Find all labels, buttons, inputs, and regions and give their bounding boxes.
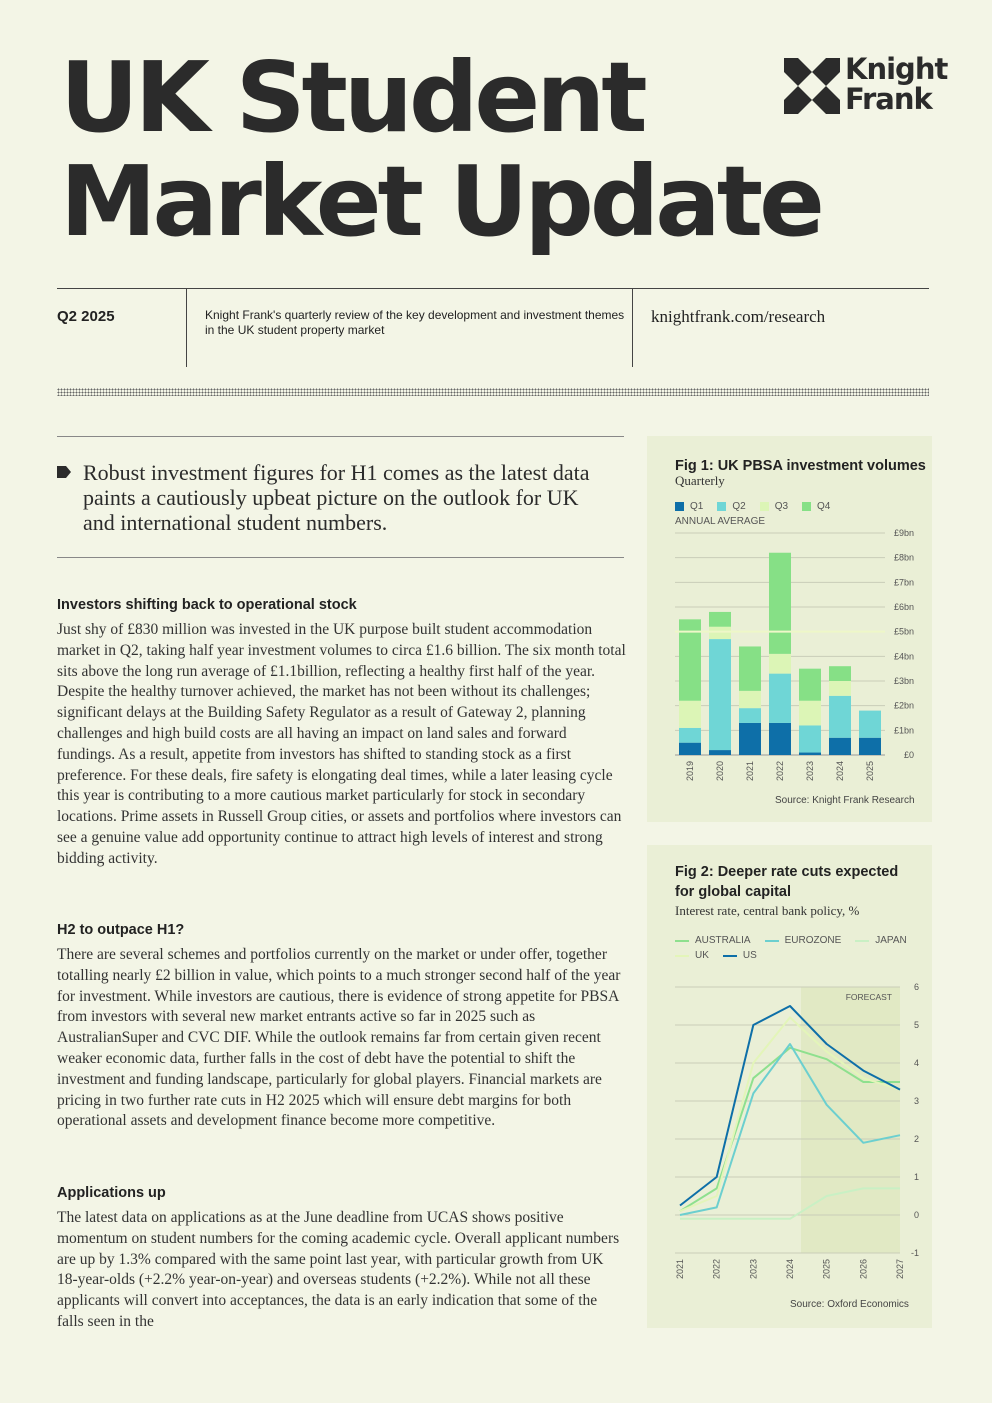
fig1-y-tick-label: £0: [903, 750, 914, 760]
fig1-source: Source: Knight Frank Research: [775, 795, 915, 806]
legend-swatch: [723, 955, 737, 957]
fig2-x-tick-label: 2022: [711, 1259, 722, 1280]
fig2-source: Source: Oxford Economics: [790, 1299, 909, 1310]
fig2-chart: [660, 970, 932, 1285]
fig2-y-tick-label: 3: [913, 1096, 919, 1106]
fig2-y-tick-label: 0: [913, 1210, 919, 1220]
fig2-title-line-1: Fig 2: Deeper rate cuts expected: [675, 864, 899, 880]
fig1-legend-q1: [675, 501, 703, 512]
fig1-x-tick-label: 2022: [775, 761, 785, 782]
fig1-bar-q3-2022: [769, 654, 791, 674]
dotted-divider: [57, 388, 929, 396]
fig2-legend-australia: [675, 935, 751, 946]
arrow-tag-icon: [57, 465, 71, 483]
fig1-title: Fig 1: UK PBSA investment volumes: [675, 458, 926, 474]
legend-label: JAPAN: [875, 935, 907, 946]
fig1-bar-q2-2021: [739, 708, 761, 723]
fig1-x-tick-label: 2020: [715, 761, 725, 782]
knight-frank-logo-text: [845, 54, 947, 114]
fig1-bar-q2-2020: [709, 639, 731, 750]
section-heading-h2-outpace: H2 to outpace H1?: [57, 922, 185, 938]
fig1-y-tick-label: £9bn: [893, 528, 914, 538]
fig1-bar-q1-2023: [799, 753, 821, 755]
fig1-y-tick-label: £5bn: [893, 626, 914, 637]
fig1-bar-q3-2020: [709, 627, 731, 639]
fig1-y-tick-label: £3bn: [893, 676, 914, 686]
fig1-legend-q3: [760, 501, 788, 512]
research-url[interactable]: knightfrank.com/research: [651, 307, 826, 326]
fig1-bar-q4-2022: [769, 553, 791, 654]
legend-swatch: [765, 940, 779, 942]
page-title: [60, 41, 821, 258]
section-body-operational-stock: Just shy of £830 million was invested in the UK purpose built student accommodation market in Q2, taking half year investment volumes to circa £1.6 billion. The six month total sits above the long run average of £1.1billion, reflecting a healthy first half of the year. Despite the healthy turnover achieved, the market has not been without its challenges; significant delays at the Building Safety Regulator as a result of Gateway 2, planning challenges and high build costs are all having an impact on land sales and forward fundings. As a result, appetite from investors has shifted to standing stock as a first preference. For these deals, fire safety is elongating deal times, while a later leasing cycle this year is contributing to a more cautious market particularly for stock in secondary locations. Prime assets in Russell Group cities, or assets and portfolios where investors can see a genuine value add opportunity continue to attract high levels of interest and strong bidding activity.: [57, 621, 626, 867]
fig1-legend-q4: [802, 501, 830, 512]
meta-top-rule: [57, 288, 929, 289]
legend-label: Q4: [817, 501, 831, 512]
legend-label: Q2: [732, 501, 746, 512]
fig1-bar-q2-2024: [829, 696, 851, 738]
fig1-bar-q4-2024: [829, 666, 851, 681]
fig2-y-tick-label: 4: [913, 1058, 919, 1068]
fig2-title: [675, 862, 898, 902]
legend-label: Q3: [774, 501, 789, 512]
section-body-h2-outpace: There are several schemes and portfolios currently on the market or under offer, together totalling nearly £2 billion in value, which points to a much stronger second half of the year for investment. While investors are cautious, there is evidence of strong appetite for PBSA from investors with several new market entrants active so far in 2025 such as AustralianSuper and CVC DIF. While the outlook remains far from certain given recent weaker economic data, further falls in the cost of debt have the potential to shift the investment and funding landscape, particularly for global players. Financial markets are pricing in two further rate cuts in H2 2025 which will ensure debt margins for both operational assets and development finance become more competitive.: [57, 946, 621, 1130]
legend-label: ANNUAL AVERAGE: [675, 516, 766, 527]
fig1-bar-q3-2023: [799, 701, 821, 726]
fig1-bar-q1-2025: [859, 738, 881, 755]
fig2-y-tick-label: -1: [910, 1248, 919, 1258]
fig2-x-tick-label: 2027: [895, 1259, 905, 1280]
section-body-applications: The latest data on applications as at the June deadline from UCAS shows positive momentum on student numbers for the coming academic cycle. Overall applicant numbers are up by 1.3% compared with the same point last year, with particular growth from UK 18-year-olds (+2.2% year-on-year) and overseas students (+2.2%). While not all these applicants will convert into acceptances, the data is an early indication that some of the falls seen in the: [57, 1209, 620, 1330]
fig1-y-tick-label: £6bn: [893, 602, 914, 612]
fig1-bar-q1-2021: [739, 723, 761, 755]
legend-swatch: [675, 955, 689, 957]
fig1-bar-q2-2025: [859, 711, 881, 738]
legend-swatch: [760, 502, 769, 511]
lead-bottom-rule: [57, 557, 624, 558]
fig2-y-tick-label: 1: [913, 1172, 919, 1182]
fig1-y-tick-label: £8bn: [893, 552, 914, 563]
logo-word-frank: Frank: [845, 82, 932, 116]
fig2-x-tick-label: 2024: [785, 1259, 795, 1280]
legend-label: US: [742, 950, 757, 961]
section-heading-applications: Applications up: [57, 1185, 166, 1201]
fig2-legend-us: [723, 950, 757, 961]
legend-label: AUSTRALIA: [695, 935, 751, 946]
fig2-forecast-band: [801, 987, 900, 1253]
legend-label: Q1: [690, 501, 704, 512]
fig2-y-tick-label: 6: [913, 982, 919, 992]
fig2-legend: [675, 935, 925, 961]
fig1-x-tick-label: 2024: [835, 761, 845, 782]
meta-divider-1: [186, 289, 187, 367]
fig1-x-tick-label: 2025: [865, 761, 875, 782]
knight-frank-logo-mark: [784, 58, 840, 119]
legend-swatch: [802, 502, 811, 511]
fig1-y-tick-label: £4bn: [893, 651, 914, 662]
fig1-bar-q4-2023: [799, 669, 821, 701]
fig2-x-tick-label: 2021: [675, 1259, 685, 1280]
fig1-bar-q3-2021: [739, 691, 761, 708]
fig1-bar-q3-2024: [829, 681, 851, 696]
fig1-bar-q3-2019: [679, 701, 701, 728]
title-line-2: Market Update: [60, 145, 821, 258]
fig2-title-line-2: for global capital: [675, 884, 792, 900]
fig2-legend-eurozone: [765, 935, 842, 946]
legend-label: UK: [695, 950, 709, 961]
fig1-bar-q1-2019: [679, 743, 701, 755]
fig1-bar-q4-2021: [739, 646, 761, 690]
fig1-y-tick-label: £2bn: [893, 700, 914, 711]
fig2-legend-japan: [855, 935, 907, 946]
fig1-legend-q2: [717, 501, 745, 512]
legend-swatch: [675, 940, 689, 942]
fig1-bar-q2-2022: [769, 674, 791, 723]
fig1-bar-q1-2020: [709, 750, 731, 755]
section-heading-operational-stock: Investors shifting back to operational stock: [57, 597, 357, 613]
lead-summary: Robust investment figures for H1 comes as the latest data paints a cautiously upbeat picture on the outlook for UK and international student numbers.: [83, 460, 590, 535]
issue-quarter: Q2 2025: [57, 308, 115, 325]
fig2-x-tick-label: 2025: [821, 1259, 832, 1280]
fig2-forecast-label: FORECAST: [845, 992, 892, 1002]
fig2-legend-uk: [675, 950, 709, 961]
fig1-bar-q1-2022: [769, 723, 791, 755]
fig1-y-tick-label: £1bn: [893, 725, 914, 736]
logo-word-knight: Knight: [845, 52, 948, 86]
fig1-bar-q2-2023: [799, 725, 821, 752]
fig1-x-tick-label: 2019: [685, 761, 695, 782]
legend-label: EUROZONE: [784, 935, 842, 946]
fig1-bar-q2-2019: [679, 728, 701, 743]
fig1-chart: [660, 520, 932, 782]
fig1-bar-q1-2024: [829, 738, 851, 755]
fig1-subtitle: Quarterly: [675, 473, 725, 488]
fig2-y-tick-label: 2: [913, 1134, 919, 1144]
fig1-bar-q4-2020: [709, 612, 731, 627]
fig1-y-tick-label: £7bn: [893, 577, 914, 588]
fig1-x-tick-label: 2021: [745, 761, 755, 782]
fig2-y-tick-label: 5: [913, 1020, 919, 1030]
fig2-subtitle: Interest rate, central bank policy, %: [675, 903, 860, 918]
legend-swatch: [717, 502, 726, 511]
issue-description: Knight Frank's quarterly review of the key development and investment themes in the UK student property market: [205, 308, 625, 337]
meta-divider-2: [632, 289, 633, 367]
fig1-x-tick-label: 2023: [805, 761, 815, 782]
legend-swatch: [855, 940, 869, 942]
legend-swatch: [675, 502, 684, 511]
lead-top-rule: [57, 436, 624, 437]
fig2-x-tick-label: 2026: [858, 1259, 869, 1280]
fig2-x-tick-label: 2023: [748, 1259, 759, 1280]
title-line-1: UK Student: [60, 41, 644, 154]
